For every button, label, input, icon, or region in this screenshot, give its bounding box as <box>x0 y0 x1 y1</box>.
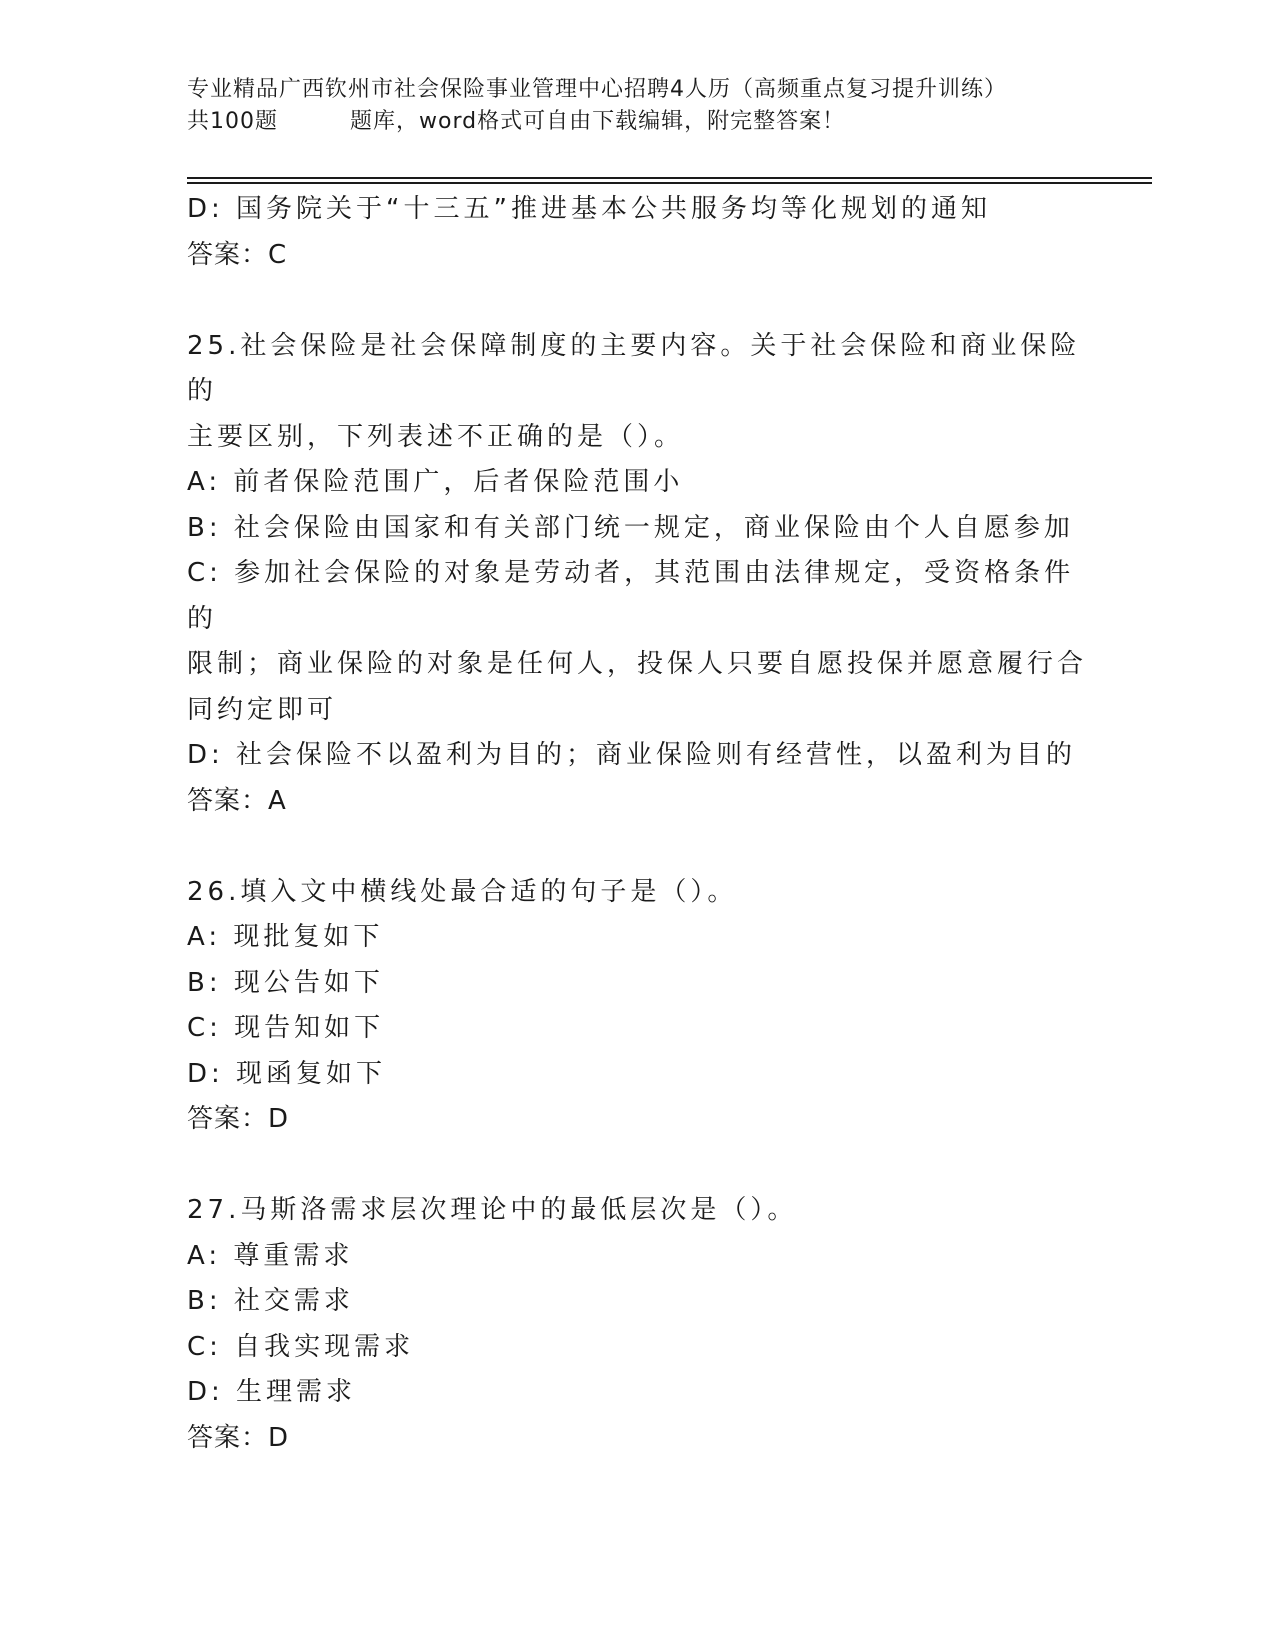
header-rule-top <box>187 177 1152 179</box>
option-b: B: 现公告如下 <box>187 967 384 998</box>
answer: 答案：C <box>187 239 288 270</box>
header-note: 题库，word格式可自由下载编辑，附完整答案！ <box>350 109 846 134</box>
option-a: A: 前者保险范围广，后者保险范围小 <box>187 467 684 497</box>
question-stem: 25.社会保险是社会保障制度的主要内容。关于社会保险和商业保险的 <box>187 330 1081 406</box>
option-a: A: 现批复如下 <box>187 922 384 952</box>
header-subtitle <box>187 106 1087 138</box>
option-c: C: 现告知如下 <box>187 1013 385 1043</box>
question-stem: 27.马斯洛需求层次理论中的最低层次是（）。 <box>187 1195 798 1225</box>
header-title: 专业精品广西钦州市社会保险事业管理中心招聘4人历（高频重点复习提升训练） <box>187 77 1007 102</box>
answer: 答案：A <box>187 785 287 816</box>
option-d: D: 现函复如下 <box>187 1058 387 1089</box>
option-d: D: 国务院关于“十三五”推进基本公共服务均等化规划的通知 <box>187 194 991 224</box>
question-stem-cont: 主要区别，下列表述不正确的是（）。 <box>187 421 685 452</box>
option-b: B: 社会保险由国家和有关部门统一规定，商业保险由个人自愿参加 <box>187 512 1074 543</box>
option-c-cont: 限制；商业保险的对象是任何人，投保人只要自愿投保并愿意履行合 <box>187 649 1088 679</box>
option-d: D: 生理需求 <box>187 1377 357 1407</box>
option-a: A: 尊重需求 <box>187 1240 354 1271</box>
option-c: C: 自我实现需求 <box>187 1331 415 1362</box>
answer: 答案：D <box>187 1422 290 1453</box>
option-c: C: 参加社会保险的对象是劳动者，其范围由法律规定，受资格条件的 <box>187 558 1075 634</box>
option-b: B: 社交需求 <box>187 1286 354 1316</box>
option-c-cont: 同约定即可 <box>187 694 338 725</box>
option-d: D: 社会保险不以盈利为目的；商业保险则有经营性，以盈利为目的 <box>187 740 1077 770</box>
question-count: 共100题 <box>187 109 278 134</box>
question-25 <box>187 324 1087 825</box>
document-body <box>187 187 1087 1461</box>
answer: 答案：D <box>187 1104 290 1134</box>
question-24-tail <box>187 187 1087 278</box>
header-rule-bottom <box>187 182 1152 184</box>
question-stem: 26.填入文中横线处最合适的句子是（）。 <box>187 876 738 907</box>
document-header <box>187 74 1087 138</box>
question-26 <box>187 870 1087 1143</box>
question-27 <box>187 1188 1087 1461</box>
